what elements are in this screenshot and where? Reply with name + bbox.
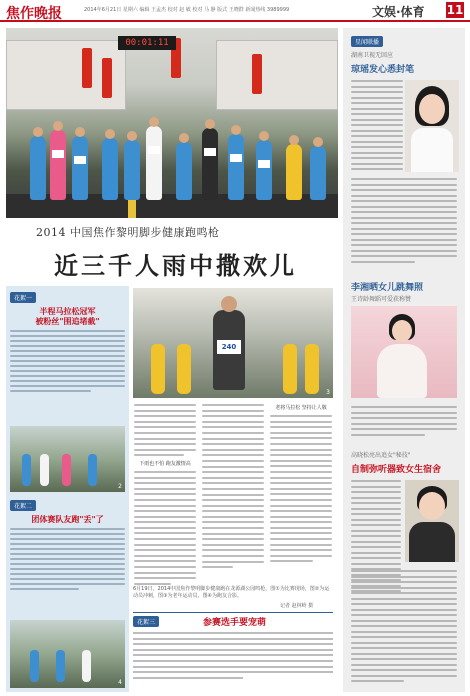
photo-runner [310, 146, 326, 200]
photo-number: 3 [326, 389, 330, 396]
story-1-body-cont [351, 178, 457, 266]
tag-highlight-1: 花絮一 [10, 292, 36, 303]
entertainment-column [343, 28, 465, 692]
article-column-1 [134, 404, 196, 588]
story-3-body-cont [351, 570, 457, 686]
masthead [0, 0, 470, 22]
photo-number: 4 [118, 679, 122, 686]
photo-runner [50, 130, 66, 200]
photo-runner [124, 140, 140, 200]
photo-runner [256, 140, 272, 200]
story-2-title: 李湘晒女儿跳舞照 [351, 283, 424, 293]
story-1-kicker: 湖南卫视无回应 [351, 52, 394, 59]
race-clock: 00:01:11 [118, 36, 176, 50]
photo-caption: 6月19日，2014中国焦作黎明脚步健康跑在龙源湖公园鸣枪，图①为比赛现场，图②为运动员冲刺，图③为老年运动员，图④为跑友合影。 [133, 586, 330, 599]
page-number: 11 [446, 3, 464, 17]
article-column-3 [270, 404, 332, 566]
photo-number: 2 [118, 483, 122, 490]
highlight-1-body [10, 330, 125, 392]
article-headline: 近三千人雨中撒欢儿 [54, 252, 297, 280]
article-column-2 [202, 404, 264, 572]
highlight-2-title: 团体赛队友跑"丢"了 [31, 515, 104, 524]
story-3-kicker: 高晓松亮出追女"秘技" [351, 452, 411, 459]
column-1-subhead: 下雨也不怕 跑友激情高 [139, 460, 191, 467]
highlight-2-body [10, 528, 125, 590]
photo-runner [286, 144, 302, 200]
photo-runner [228, 134, 244, 200]
photo-runner [30, 136, 46, 200]
story-2-body [351, 406, 457, 439]
photo-runner [176, 142, 192, 200]
highlight-1 [10, 292, 125, 395]
photo-flag [82, 48, 92, 88]
newspaper-logo: 焦作晚报 [6, 6, 62, 22]
photo-elderly-runner [213, 310, 245, 390]
issue-meta: 2014年6月21日 星期六 编辑 王孟杰 校对 赵 敏 校对 马 静 版式 王晓群 新闻热线 3989999 [84, 7, 290, 13]
portrait-qiongyao [405, 80, 459, 172]
tag-highlight-3: 花絮三 [133, 616, 159, 627]
story-2-kicker: 王诗龄舞蹈可爱获称赞 [351, 296, 412, 303]
highlight-3-body [133, 632, 333, 682]
highlight-2 [10, 500, 125, 593]
story-3-title: 自制弥听器致女生宿舍 [351, 465, 442, 475]
photo-flag [102, 58, 112, 98]
highlight-3-title: 参赛选手要宠萌 [203, 618, 267, 628]
hero-photo [6, 28, 338, 218]
photo-building [216, 40, 338, 110]
highlight-photo-2 [10, 426, 125, 492]
highlight-1-title: 半程马拉松冠军 被粉丝"围追堵截" [35, 307, 100, 326]
photo-credit: 记者 赵林岭 摄 [280, 603, 314, 609]
photo-dancing-girl [351, 306, 457, 398]
story-1-title: 琼瑶发心悉封笔 [351, 65, 415, 75]
highlight-photo-4 [10, 620, 125, 688]
story-1-body [351, 80, 403, 174]
photo-runner [202, 128, 218, 200]
column-3-subhead: 老将马拉松 坚持让人敬 [275, 405, 327, 411]
photo-runner [72, 136, 88, 200]
sidebar-highlights [6, 286, 129, 692]
section-title: 文娱·体育 [372, 5, 425, 19]
runner-bib: 240 [217, 340, 241, 354]
article-subtitle: 2014 中国焦作黎明脚步健康跑鸣枪 [36, 226, 220, 239]
tag-highlight-2: 花絮二 [10, 500, 36, 511]
article-photo-3 [133, 288, 333, 398]
photo-flag [252, 54, 262, 94]
photo-runner [146, 126, 162, 200]
portrait-gaoxiaosong [405, 480, 459, 562]
tag-star-news: 星闻联播 [351, 36, 383, 47]
highlight-3-header [133, 612, 333, 626]
photo-runner [102, 138, 118, 200]
